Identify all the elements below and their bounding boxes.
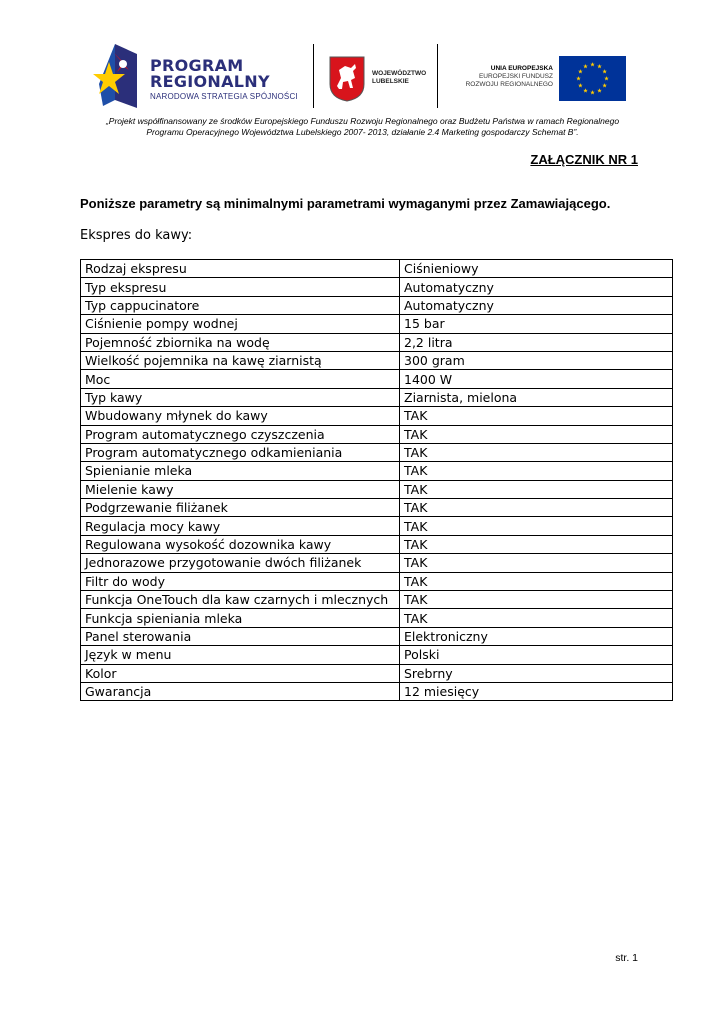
value-cell: Elektroniczny xyxy=(400,627,673,645)
header-divider xyxy=(437,44,438,108)
param-cell: Kolor xyxy=(81,664,400,682)
param-cell: Moc xyxy=(81,370,400,388)
letterhead xyxy=(0,40,725,115)
value-cell: TAK xyxy=(400,609,673,627)
table-row xyxy=(81,443,673,461)
logo-line: PROGRAM xyxy=(150,56,244,75)
logo-line: REGIONALNY xyxy=(150,72,270,91)
program-regionalny-logo xyxy=(150,58,298,101)
value-cell: Srebrny xyxy=(400,664,673,682)
table-row xyxy=(81,278,673,296)
param-cell: Typ kawy xyxy=(81,388,400,406)
program-regionalny-star-icon xyxy=(93,44,138,112)
value-cell: TAK xyxy=(400,572,673,590)
param-cell: Typ ekspresu xyxy=(81,278,400,296)
table-row xyxy=(81,425,673,443)
logo-line: UNIA EUROPEJSKA xyxy=(490,65,553,72)
page-number: str. 1 xyxy=(615,952,638,964)
param-cell: Jednorazowe przygotowanie dwóch filiżanek xyxy=(81,554,400,572)
eu-flag-icon xyxy=(559,56,626,101)
param-cell: Rodzaj ekspresu xyxy=(81,260,400,278)
table-row xyxy=(81,572,673,590)
note-line: „Projekt współfinansowany ze środków Europejskiego Funduszu Rozwoju Regionalnego oraz Budżetu Państwa w ramach Regionalnego xyxy=(105,116,620,126)
value-cell: TAK xyxy=(400,554,673,572)
param-cell: Gwarancja xyxy=(81,682,400,700)
value-cell: 2,2 litra xyxy=(400,333,673,351)
table-row xyxy=(81,333,673,351)
value-cell: TAK xyxy=(400,462,673,480)
table-row xyxy=(81,609,673,627)
value-cell: 15 bar xyxy=(400,315,673,333)
table-row xyxy=(81,682,673,700)
eu-logo-text xyxy=(446,65,553,89)
section-title: Ekspres do kawy: xyxy=(80,228,193,243)
value-cell: TAK xyxy=(400,517,673,535)
header-divider xyxy=(313,44,314,108)
param-cell: Wbudowany młynek do kawy xyxy=(81,407,400,425)
value-cell: Automatyczny xyxy=(400,296,673,314)
table-row xyxy=(81,462,673,480)
logo-line: WOJEWÓDZTWO xyxy=(372,70,427,77)
param-cell: Program automatycznego odkamieniania xyxy=(81,443,400,461)
table-row xyxy=(81,315,673,333)
table-row xyxy=(81,499,673,517)
intro-text: Poniższe parametry są minimalnymi parametrami wymaganymi przez Zamawiającego. xyxy=(80,196,611,211)
project-cofinancing-note xyxy=(60,116,665,138)
param-cell: Ciśnienie pompy wodnej xyxy=(81,315,400,333)
note-line: Programu Operacyjnego Województwa Lubelskiego 2007- 2013, działanie 2.4 Marketing gospodarczy Schemat B”. xyxy=(146,127,579,137)
param-cell: Pojemność zbiornika na wodę xyxy=(81,333,400,351)
logo-line: LUBELSKIE xyxy=(372,78,409,85)
value-cell: TAK xyxy=(400,499,673,517)
value-cell: TAK xyxy=(400,591,673,609)
logo-tagline: NARODOWA STRATEGIA SPÓJNOŚCI xyxy=(150,92,298,101)
lubelskie-logo-text xyxy=(372,70,426,86)
table-row xyxy=(81,407,673,425)
param-cell: Panel sterowania xyxy=(81,627,400,645)
lubelskie-coat-of-arms-icon xyxy=(329,56,365,102)
table-row xyxy=(81,480,673,498)
value-cell: Automatyczny xyxy=(400,278,673,296)
logo-line: EUROPEJSKI FUNDUSZ xyxy=(478,73,553,80)
spec-table xyxy=(80,259,673,701)
table-row xyxy=(81,388,673,406)
param-cell: Filtr do wody xyxy=(81,572,400,590)
param-cell: Regulowana wysokość dozownika kawy xyxy=(81,535,400,553)
param-cell: Język w menu xyxy=(81,646,400,664)
param-cell: Regulacja mocy kawy xyxy=(81,517,400,535)
table-row xyxy=(81,351,673,369)
table-row xyxy=(81,627,673,645)
table-row xyxy=(81,296,673,314)
param-cell: Mielenie kawy xyxy=(81,480,400,498)
value-cell: TAK xyxy=(400,480,673,498)
table-row xyxy=(81,260,673,278)
param-cell: Program automatycznego czyszczenia xyxy=(81,425,400,443)
table-row xyxy=(81,517,673,535)
param-cell: Funkcja spieniania mleka xyxy=(81,609,400,627)
param-cell: Wielkość pojemnika na kawę ziarnistą xyxy=(81,351,400,369)
table-row xyxy=(81,535,673,553)
value-cell: TAK xyxy=(400,535,673,553)
table-row xyxy=(81,664,673,682)
value-cell: Ciśnieniowy xyxy=(400,260,673,278)
value-cell: TAK xyxy=(400,407,673,425)
param-cell: Podgrzewanie filiżanek xyxy=(81,499,400,517)
table-row xyxy=(81,591,673,609)
table-row xyxy=(81,554,673,572)
table-row xyxy=(81,646,673,664)
param-cell: Typ cappucinatore xyxy=(81,296,400,314)
value-cell: Ziarnista, mielona xyxy=(400,388,673,406)
annex-title: ZAŁĄCZNIK NR 1 xyxy=(530,152,638,167)
value-cell: 12 miesięcy xyxy=(400,682,673,700)
param-cell: Funkcja OneTouch dla kaw czarnych i mlecznych xyxy=(81,591,400,609)
value-cell: 300 gram xyxy=(400,351,673,369)
table-row xyxy=(81,370,673,388)
param-cell: Spienianie mleka xyxy=(81,462,400,480)
value-cell: 1400 W xyxy=(400,370,673,388)
value-cell: TAK xyxy=(400,425,673,443)
logo-line: ROZWOJU REGIONALNEGO xyxy=(465,81,553,88)
value-cell: TAK xyxy=(400,443,673,461)
value-cell: Polski xyxy=(400,646,673,664)
